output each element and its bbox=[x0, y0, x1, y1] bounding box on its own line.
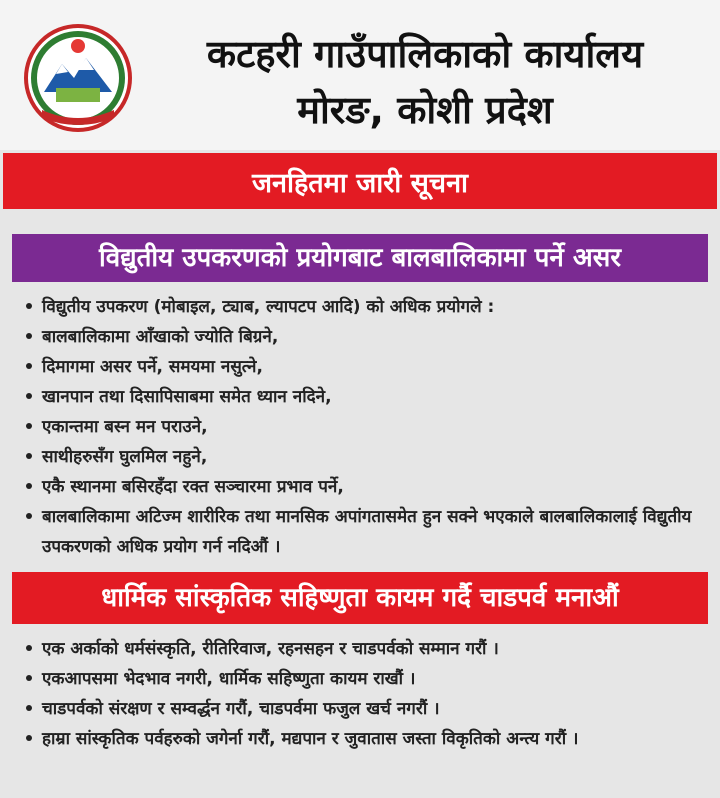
nepal-emblem-icon bbox=[22, 22, 134, 134]
list-item: एक अर्काको धर्मसंस्कृति, रीतिरिवाज, रहनसहन र चाडपर्वको सम्मान गरौं । bbox=[26, 634, 706, 664]
electronics-effects-list bbox=[26, 292, 706, 562]
list-item: साथीहरुसँग घुलमिल नहुने, bbox=[26, 442, 706, 472]
section-heading-electronics: विद्युतीय उपकरणको प्रयोगबाट बालबालिकामा पर्ने असर bbox=[12, 234, 708, 282]
public-notice-banner bbox=[3, 153, 717, 209]
list-item: दिमागमा असर पर्ने, समयमा नसुत्ने, bbox=[26, 352, 706, 382]
list-item: चाडपर्वको संरक्षण र सम्वर्द्धन गरौं, चाडपर्वमा फजुल खर्च नगरौं । bbox=[26, 694, 706, 724]
office-name: कटहरी गाउँपालिकाको कार्यालय bbox=[206, 32, 644, 76]
list-item: एकान्तमा बस्न मन पराउने, bbox=[26, 412, 706, 442]
office-title bbox=[140, 26, 710, 138]
list-item: एकआपसमा भेदभाव नगरी, धार्मिक सहिष्णुता कायम राखौं । bbox=[26, 664, 706, 694]
list-item: बालबालिकामा अटिज्म शारीरिक तथा मानसिक अपांगतासमेत हुन सक्ने भएकाले बालबालिकालाई विद्युतीय उपकरणको अधिक प्रयोग गर्न नदिऔं । bbox=[26, 502, 706, 562]
public-notice-title: जनहितमा जारी सूचना bbox=[251, 168, 469, 199]
cultural-tolerance-list bbox=[26, 634, 706, 754]
list-item: खानपान तथा दिसापिसाबमा समेत ध्यान नदिने, bbox=[26, 382, 706, 412]
section-heading-festivals: धार्मिक सांस्कृतिक सहिष्णुता कायम गर्दै चाडपर्व मनाऔं bbox=[12, 572, 708, 624]
list-item: बालबालिकामा आँखाको ज्योति बिग्रने, bbox=[26, 322, 706, 352]
office-location: मोरङ, कोशी प्रदेश bbox=[297, 88, 553, 132]
list-item: हाम्रा सांस्कृतिक पर्वहरुको जगेर्ना गरौं, मद्यपान र जुवातास जस्ता विकृतिको अन्त्य गरौं । bbox=[26, 724, 706, 754]
list-item: एकै स्थानमा बसिरहँदा रक्त सञ्चारमा प्रभाव पर्ने, bbox=[26, 472, 706, 502]
list-item: विद्युतीय उपकरण (मोबाइल, ट्याब, ल्यापटप आदि) को अधिक प्रयोगले : bbox=[26, 292, 706, 322]
office-header bbox=[0, 0, 720, 150]
